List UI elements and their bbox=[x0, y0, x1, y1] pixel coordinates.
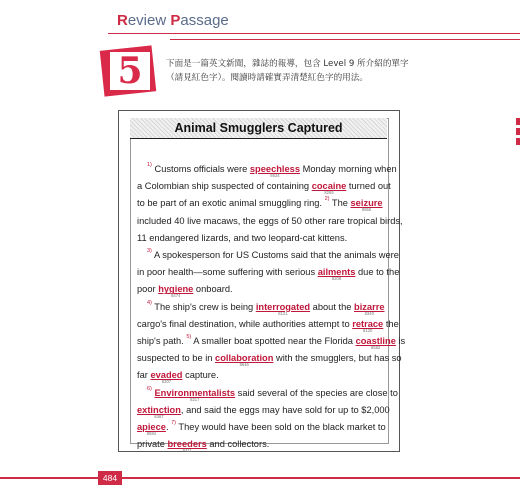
passage-text: capture. bbox=[182, 370, 219, 381]
passage-line bbox=[137, 370, 219, 385]
vocab-code: 8474 bbox=[171, 293, 181, 299]
passage-text: is bbox=[395, 336, 406, 346]
vocab-word-group bbox=[352, 318, 384, 333]
header-rule-secondary bbox=[170, 39, 520, 40]
vocab-word-group bbox=[154, 387, 236, 402]
passage-text: A smaller boat spotted near the Florida bbox=[191, 336, 356, 346]
passage-text: with the smugglers, but has so bbox=[273, 353, 402, 364]
edge-stripe bbox=[516, 128, 520, 135]
vocab-code: 8562 bbox=[371, 345, 381, 350]
edge-stripe bbox=[516, 118, 520, 125]
vocab-word: Environmentalists bbox=[154, 387, 236, 398]
passage-text: in poor health—some suffering with serious bbox=[137, 267, 318, 278]
vocab-word-group bbox=[311, 181, 347, 196]
passage-line bbox=[147, 162, 397, 178]
vocab-code: 8684 bbox=[146, 431, 157, 436]
sentence-number: 7) bbox=[171, 420, 177, 426]
vocab-word: retrace bbox=[352, 318, 384, 329]
passage-line bbox=[137, 334, 406, 350]
passage-text: Monday morning when bbox=[300, 164, 397, 174]
passage-line bbox=[147, 299, 385, 316]
vocab-word: hygiene bbox=[158, 284, 194, 295]
vocab-word-group bbox=[215, 353, 274, 368]
sentence-number: 2) bbox=[324, 196, 330, 203]
vocab-word-group bbox=[354, 301, 385, 316]
vocab-code: 8367 bbox=[154, 413, 164, 419]
vocab-word: evaded bbox=[150, 370, 183, 381]
vocab-word-group bbox=[355, 336, 396, 350]
vocab-word: speechless bbox=[249, 164, 301, 174]
passage-title-band bbox=[130, 118, 387, 139]
sentence-number: 5) bbox=[186, 334, 192, 340]
passage-text: onboard. bbox=[193, 284, 233, 295]
vocab-code: 8555 bbox=[361, 207, 372, 213]
passage-title: Animal Smugglers Captured bbox=[174, 121, 343, 135]
vocab-word-group bbox=[317, 267, 356, 282]
footer-rule bbox=[0, 477, 520, 479]
vocab-code: 8646 bbox=[239, 362, 249, 368]
vocab-word-group bbox=[255, 301, 311, 316]
vocab-word: seizure bbox=[350, 198, 383, 209]
vocab-word: breeders bbox=[167, 439, 207, 450]
vocab-word: ailments bbox=[317, 267, 356, 278]
section-title: Review Passage bbox=[117, 12, 229, 29]
vocab-word: cocaine bbox=[311, 181, 347, 192]
vocab-code: 8307 bbox=[161, 379, 172, 385]
sentence-number: 6) bbox=[147, 385, 152, 392]
vocab-code: 8265 bbox=[324, 190, 334, 196]
passage-text: included 40 live macaws, the eggs of 50 other rare tropical birds, bbox=[137, 215, 403, 226]
vocab-word: collaboration bbox=[215, 353, 274, 364]
page-number: 484 bbox=[98, 471, 122, 485]
passage-text: The bbox=[329, 198, 351, 209]
vocab-code: 8411 bbox=[182, 448, 192, 454]
passage-text: Customs officials were bbox=[151, 164, 250, 174]
lesson-badge bbox=[110, 52, 150, 90]
vocab-word: coastline bbox=[355, 336, 396, 346]
passage-text: a Colombian ship suspected of containing bbox=[137, 181, 312, 192]
lesson-number: 5 bbox=[117, 50, 143, 92]
vocab-code: 8120 bbox=[363, 327, 373, 333]
vocab-word-group bbox=[158, 284, 194, 299]
passage-text: said several of the species are close to bbox=[235, 387, 398, 398]
vocab-code: 8121 bbox=[278, 310, 288, 316]
passage-text: private bbox=[137, 439, 168, 450]
vocab-word-group bbox=[167, 439, 207, 454]
passage-line bbox=[137, 404, 390, 419]
vocab-word: interrogated bbox=[255, 301, 311, 312]
passage-text: The ship's crew is being bbox=[151, 301, 256, 312]
passage-text: the bbox=[383, 318, 399, 329]
vocab-code: 8208 bbox=[331, 276, 342, 282]
passage-text: poor bbox=[137, 284, 159, 295]
passage-text: They would have been sold on the black market to bbox=[176, 422, 386, 432]
passage-line bbox=[147, 385, 398, 402]
vocab-word: apiece bbox=[137, 422, 166, 432]
passage-text: and collectors. bbox=[206, 439, 270, 450]
passage-line bbox=[137, 267, 400, 282]
passage-line bbox=[137, 181, 391, 196]
intro-text: 下面是一篇英文新聞，雜誌的報導，包含 Level 9 所介紹的單字（請見紅色字）。閱讀時請確實弄清楚紅色字的用法。 bbox=[166, 59, 409, 83]
vocab-word-group bbox=[249, 164, 301, 178]
vocab-code: 8217 bbox=[190, 396, 200, 402]
passage-text: turned out bbox=[346, 181, 391, 192]
vocab-code: 8340 bbox=[364, 310, 374, 316]
passage-line bbox=[137, 216, 403, 226]
edge-stripe bbox=[516, 138, 520, 145]
passage-text: , and said the eggs may have sold for up to $2,000 bbox=[180, 404, 390, 415]
passage-text: due to the bbox=[355, 267, 400, 278]
passage-line bbox=[137, 284, 233, 299]
sentence-number: 1) bbox=[147, 162, 152, 168]
passage-text: to be part of an exotic animal smuggling ring. bbox=[137, 198, 325, 209]
header-rule bbox=[108, 33, 520, 34]
vocab-word-group bbox=[137, 422, 166, 436]
passage-text: A spokesperson for US Customs said that the animals were bbox=[151, 250, 399, 260]
passage-text: cargo's final destination, while authorities attempt to bbox=[137, 318, 353, 329]
passage-line bbox=[137, 420, 386, 436]
vocab-word-group bbox=[350, 198, 383, 213]
passage-text: suspected to be in bbox=[137, 353, 216, 364]
passage-line bbox=[147, 250, 399, 260]
passage-text: . bbox=[165, 422, 172, 432]
vocab-code: 8624 bbox=[270, 173, 280, 178]
vocab-word: extinction bbox=[137, 404, 181, 415]
passage-line bbox=[137, 233, 347, 243]
vocab-word-group bbox=[137, 404, 181, 419]
passage-text: about the bbox=[310, 301, 355, 312]
passage-line bbox=[137, 196, 383, 213]
passage-text: 11 endangered lizards, and two leopard-cat kittens. bbox=[137, 232, 348, 243]
sentence-number: 3) bbox=[147, 248, 152, 254]
vocab-word: bizarre bbox=[354, 301, 385, 312]
passage-line bbox=[137, 353, 402, 368]
sentence-number: 4) bbox=[147, 299, 152, 306]
passage-line bbox=[137, 439, 270, 454]
passage-line bbox=[137, 318, 399, 333]
passage-text: ship's path. bbox=[137, 336, 187, 346]
vocab-word-group bbox=[150, 370, 183, 385]
passage-text: far bbox=[137, 370, 151, 381]
